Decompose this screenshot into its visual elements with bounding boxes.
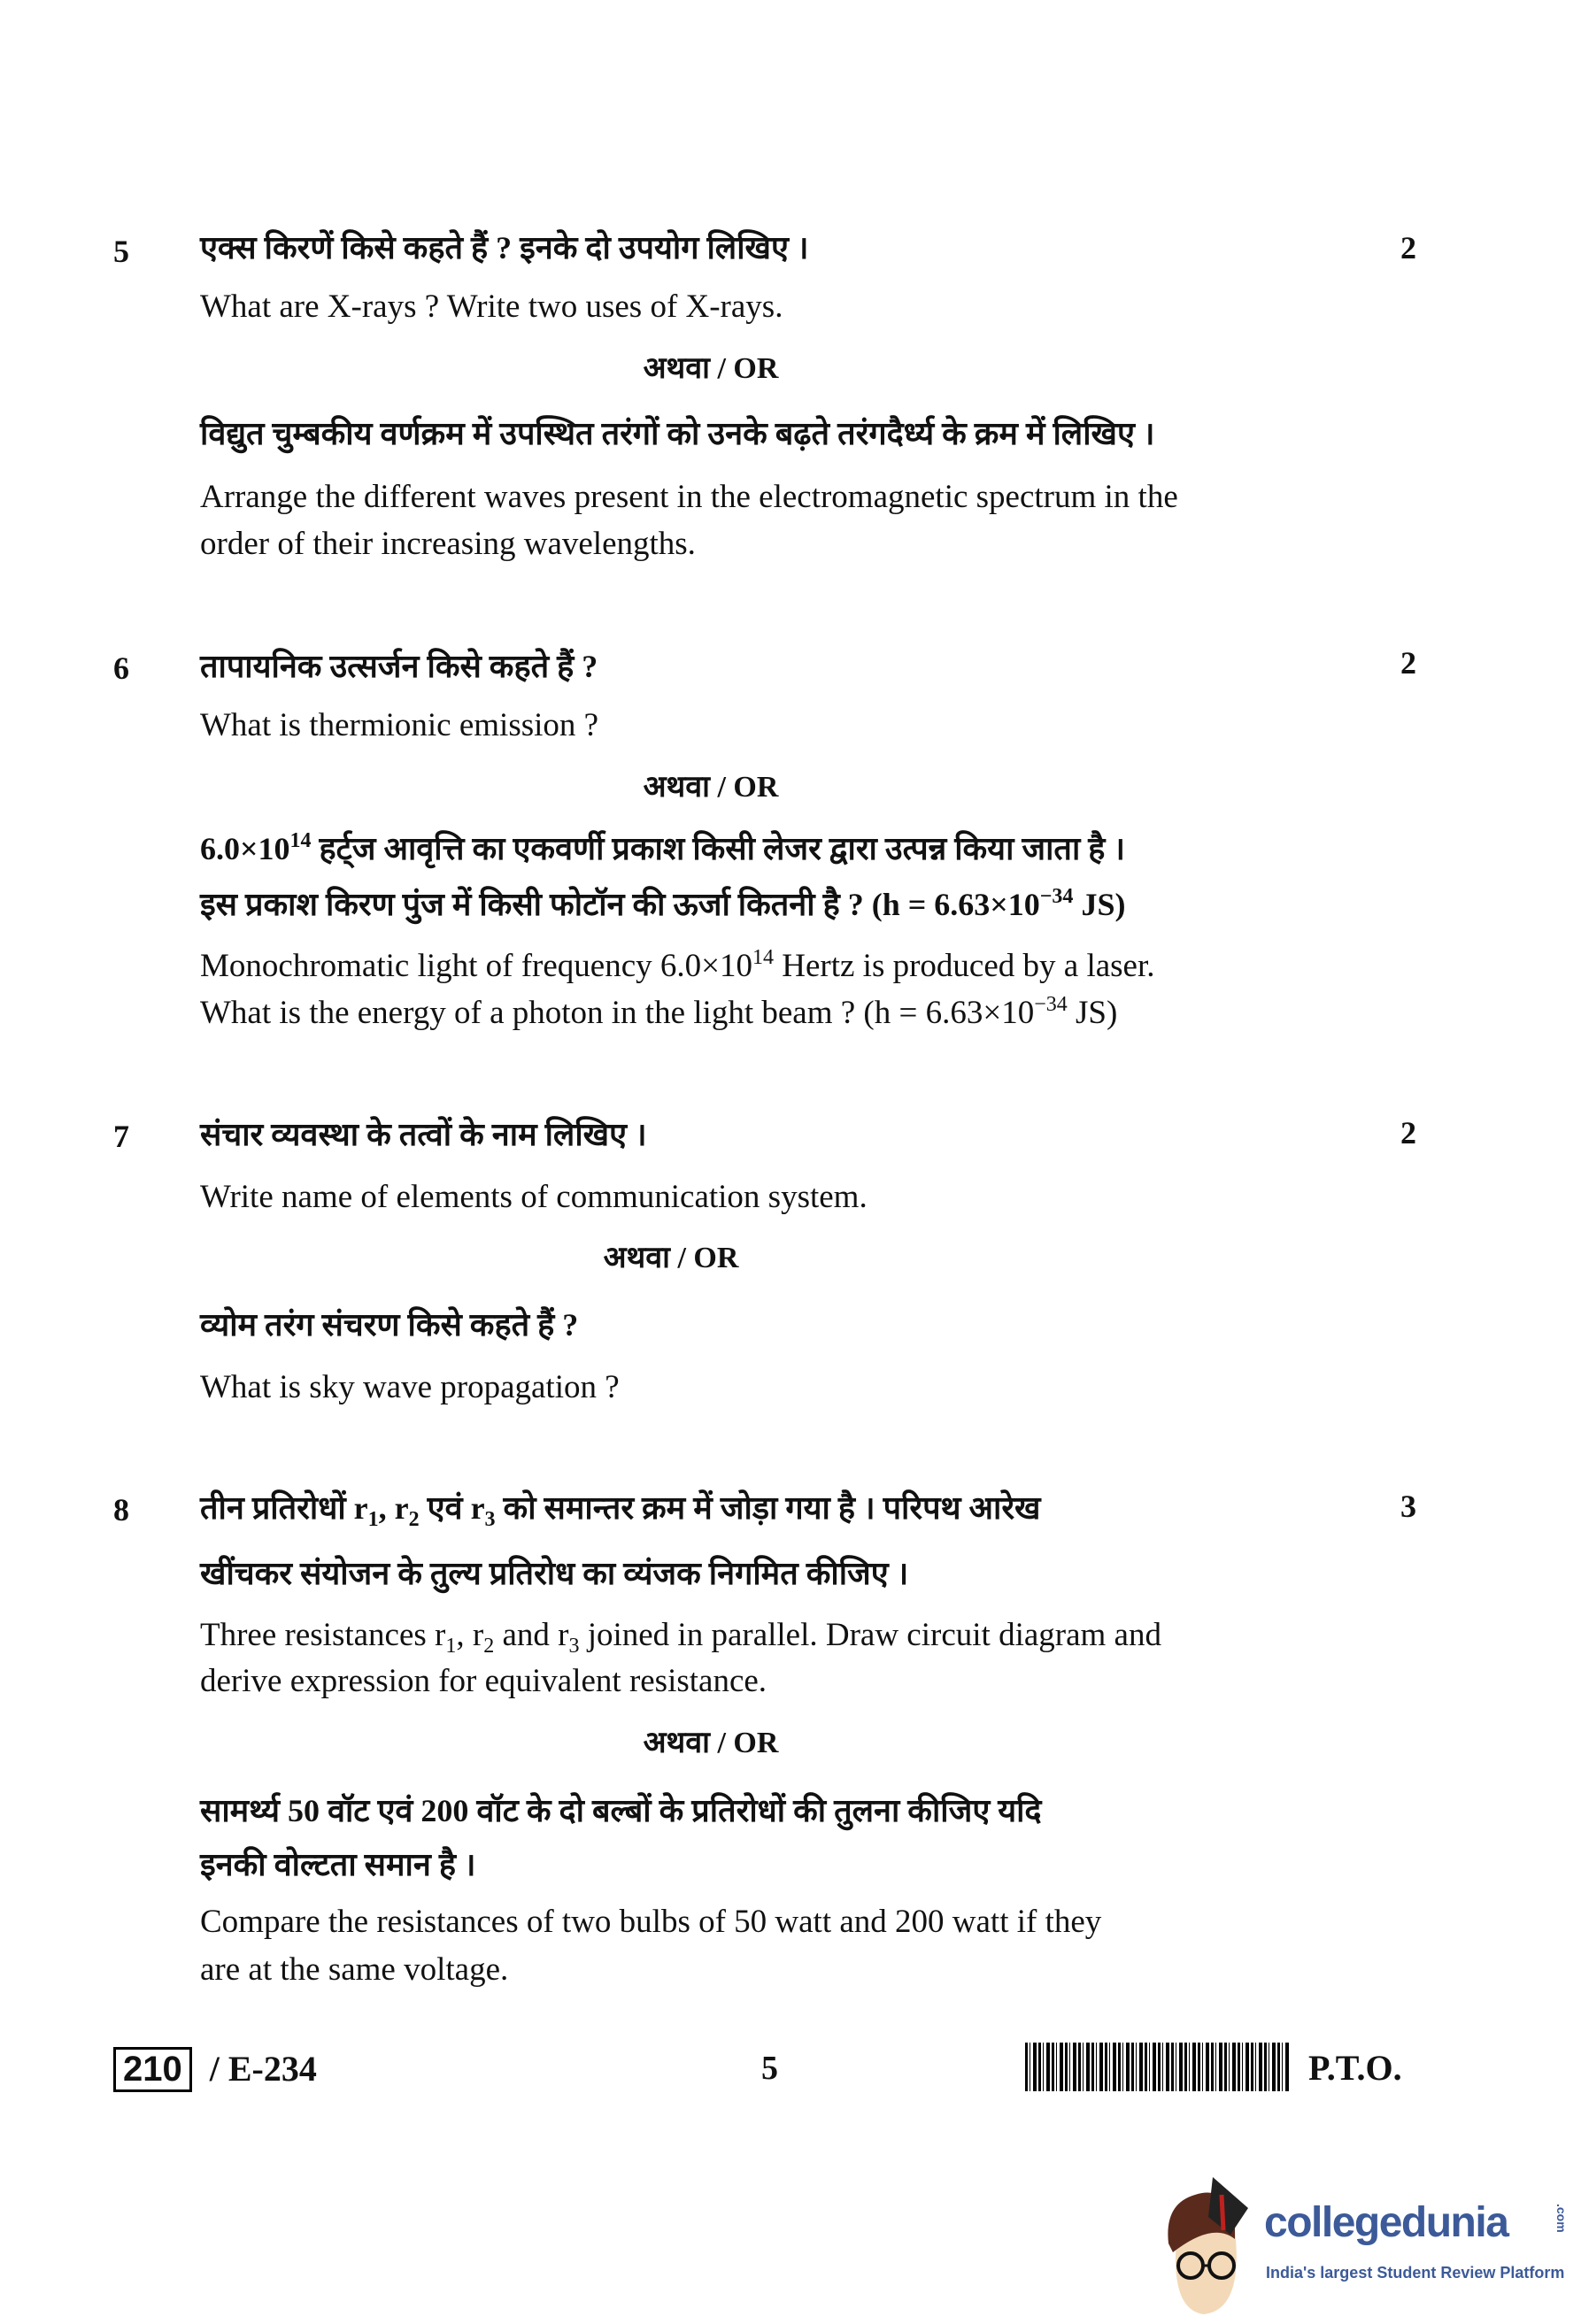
question-text-hindi: तापायनिक उत्सर्जन किसे कहते हैं ? <box>200 649 598 684</box>
alt-question-english: Compare the resistances of two bulbs of 50 watt and 200 watt if they <box>200 1904 1102 1940</box>
paper-code <box>113 2047 317 2092</box>
alt-question-hindi: व्योम तरंग संचरण किसे कहते हैं ? <box>200 1307 579 1343</box>
alt-question-hindi: $6.0\times 10^{14}$ हर्ट्ज आवृत्ति का एकवर्णी प्रकाश किसी लेजर द्वारा उत्पन्न किया जाता है । <box>200 829 1126 866</box>
logo-suffix: .com <box>1554 2204 1569 2233</box>
or-separator: अथवा / OR <box>643 771 779 804</box>
question-text-hindi: तीन प्रतिरोधों $r_1$, $r_2$ एवं $r_3$ को समान्तर क्रम में जोड़ा गया है । परिपथ आरेख <box>200 1490 1041 1531</box>
question-text-hindi: खींचकर संयोजन के तुल्य प्रतिरोध का व्यंजक निगमित कीजिए । <box>200 1556 909 1591</box>
alt-question-hindi: विद्युत चुम्बकीय वर्णक्रम में उपस्थित तरंगों को उनके बढ़ते तरंगदैर्ध्य के क्रम में लिखिए । <box>200 416 1155 451</box>
or-separator: अथवा / OR <box>643 1727 779 1759</box>
question-marks: 2 <box>1400 1115 1416 1150</box>
barcode-icon <box>1025 2043 1291 2091</box>
question-text-english: Write name of elements of communication system. <box>200 1179 868 1215</box>
pto-label: P.T.O. <box>1308 2048 1402 2088</box>
question-text-english: What is thermionic emission ? <box>200 707 599 743</box>
question-marks: 3 <box>1400 1489 1416 1524</box>
page-number: 5 <box>761 2050 778 2087</box>
logo-name: collegedunia <box>1264 2199 1508 2246</box>
logo-tagline: India's largest Student Review Platform <box>1266 2264 1565 2282</box>
mascot-icon <box>1160 2168 1261 2319</box>
collegedunia-logo <box>1160 2168 1576 2319</box>
alt-question-english: Monochromatic light of frequency $6.0\times 10^{14}$ Hertz is produced by a laser. <box>200 946 1155 984</box>
question-text-hindi: एक्स किरणें किसे कहते हैं ? इनके दो उपयोग लिखिए । <box>200 230 809 265</box>
question-number: 8 <box>113 1492 129 1528</box>
or-separator: अथवा / OR <box>643 352 779 385</box>
alt-question-english: What is the energy of a photon in the light beam ? ($h = 6.63\times 10^{-34}$ JS) <box>200 993 1118 1031</box>
subject-code-box: 210 <box>113 2047 192 2092</box>
alt-question-english: Arrange the different waves present in the electromagnetic spectrum in the <box>200 479 1178 515</box>
paper-number: / E-234 <box>209 2049 317 2089</box>
alt-question-hindi: इनकी वोल्टता समान है । <box>200 1847 476 1882</box>
question-marks: 2 <box>1400 645 1416 681</box>
question-text-english: derive expression for equivalent resistance. <box>200 1663 767 1699</box>
alt-question-hindi: इस प्रकाश किरण पुंज में किसी फोटॉन की ऊर्जा कितनी है ? ($h = 6.63\times 10^{-34}$ JS) <box>200 885 1126 922</box>
question-text-hindi: संचार व्यवस्था के तत्वों के नाम लिखिए । <box>200 1117 647 1152</box>
question-text-english: Three resistances $r_1$, $r_2$ and $r_3$ joined in parallel. Draw circuit diagram and <box>200 1617 1161 1658</box>
or-separator: अथवा / OR <box>603 1242 739 1274</box>
alt-question-hindi: सामर्थ्य 50 वॉट एवं 200 वॉट के दो बल्बों के प्रतिरोधों की तुलना कीजिए यदि <box>200 1793 1042 1828</box>
question-number: 5 <box>113 234 129 269</box>
question-number: 6 <box>113 650 129 686</box>
alt-question-english: order of their increasing wavelengths. <box>200 526 696 562</box>
question-text-english: What are X-rays ? Write two uses of X-rays. <box>200 289 783 325</box>
question-number: 7 <box>113 1119 129 1154</box>
question-marks: 2 <box>1400 230 1416 265</box>
alt-question-english: What is sky wave propagation ? <box>200 1369 620 1405</box>
alt-question-english: are at the same voltage. <box>200 1951 509 1988</box>
